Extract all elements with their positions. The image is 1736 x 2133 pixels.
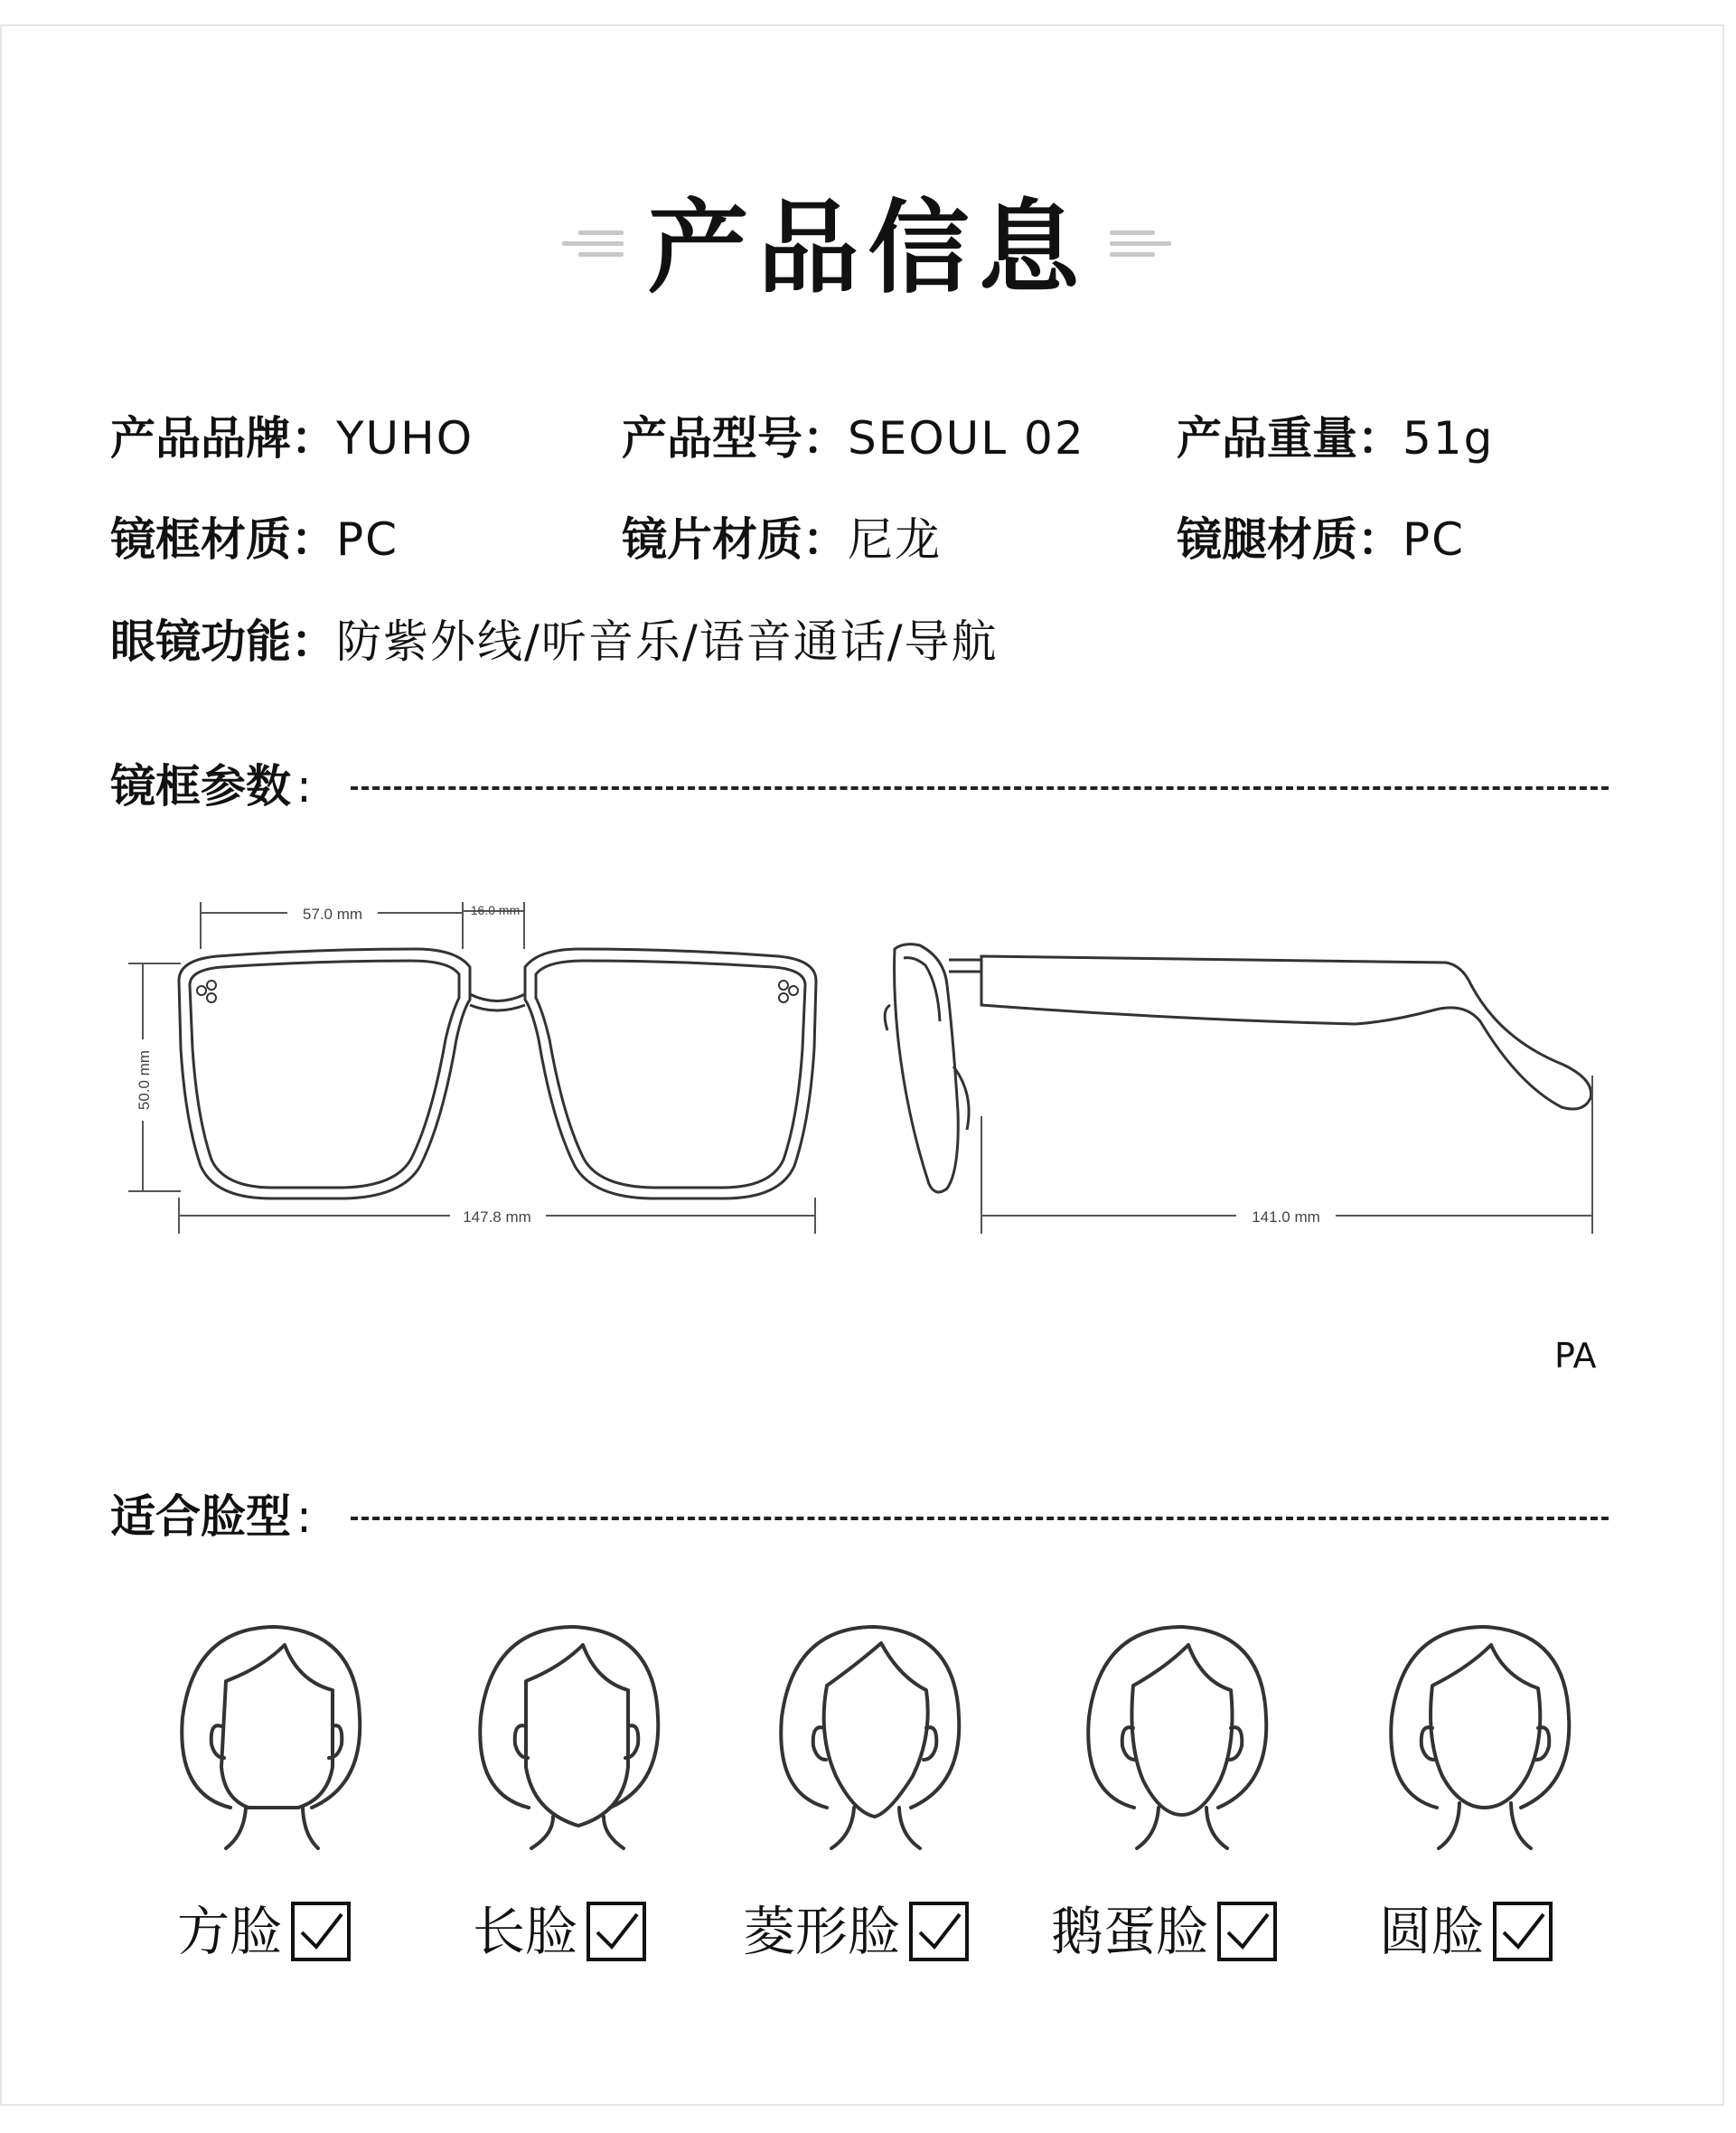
face-option-long (473, 1900, 646, 1963)
spec-key: 镜片材质： (622, 513, 848, 566)
face-diamond-illustration (781, 1627, 959, 1848)
section-colon: : (296, 1490, 312, 1543)
spec-key: 眼镜功能： (110, 615, 336, 668)
face-oval-illustration (1088, 1627, 1266, 1848)
face-label-text: 长脸 (473, 1901, 578, 1962)
spec-value: 防紫外线/听音乐/语音通话/导航 (336, 615, 999, 668)
spec-key: 产品品牌： (110, 412, 336, 465)
spec-value: YUHO (336, 412, 474, 465)
face-label-text: 菱形脸 (743, 1901, 901, 1962)
checkbox-checked-icon[interactable] (909, 1902, 969, 1961)
face-option-oval (1051, 1900, 1277, 1963)
material-mark: PA (1554, 1336, 1597, 1376)
spec-key: 产品型号： (622, 412, 848, 465)
dim-temple-length: 141.0 mm (1252, 1208, 1320, 1226)
spec-value: 51g (1403, 412, 1495, 465)
spec-key: 镜腿材质： (1177, 513, 1403, 566)
checkbox-checked-icon[interactable] (1217, 1902, 1277, 1961)
dim-lens-height: 50.0 mm (136, 1049, 153, 1111)
spec-value: PC (336, 513, 399, 566)
checkbox-checked-icon[interactable] (586, 1902, 646, 1961)
face-round-illustration (1391, 1627, 1569, 1848)
face-label-text: 圆脸 (1379, 1901, 1485, 1962)
dim-frame-width: 147.8 mm (463, 1208, 531, 1226)
face-label-text: 鹅蛋脸 (1051, 1901, 1209, 1962)
face-label-text: 方脸 (177, 1901, 283, 1962)
face-option-diamond (743, 1900, 969, 1963)
face-square-illustration (182, 1627, 360, 1848)
dim-bridge-width: 16.0 mm (470, 903, 521, 917)
page-title: 产品信息 (647, 190, 1089, 307)
section-title: 镜框参数 (110, 760, 291, 813)
section-title: 适合脸型 (110, 1490, 291, 1543)
section-colon: : (296, 760, 312, 813)
dim-lens-width: 57.0 mm (302, 906, 363, 923)
face-option-square (177, 1900, 351, 1963)
spec-value: SEOUL 02 (848, 412, 1085, 465)
spec-key: 镜框材质： (110, 513, 336, 566)
spec-key: 产品重量： (1177, 412, 1403, 465)
checkbox-checked-icon[interactable] (291, 1902, 351, 1961)
face-long-illustration (480, 1627, 658, 1848)
checkbox-checked-icon[interactable] (1493, 1902, 1553, 1961)
spec-value: PC (1403, 513, 1466, 566)
face-option-round (1379, 1900, 1553, 1963)
spec-value: 尼龙 (848, 513, 942, 566)
